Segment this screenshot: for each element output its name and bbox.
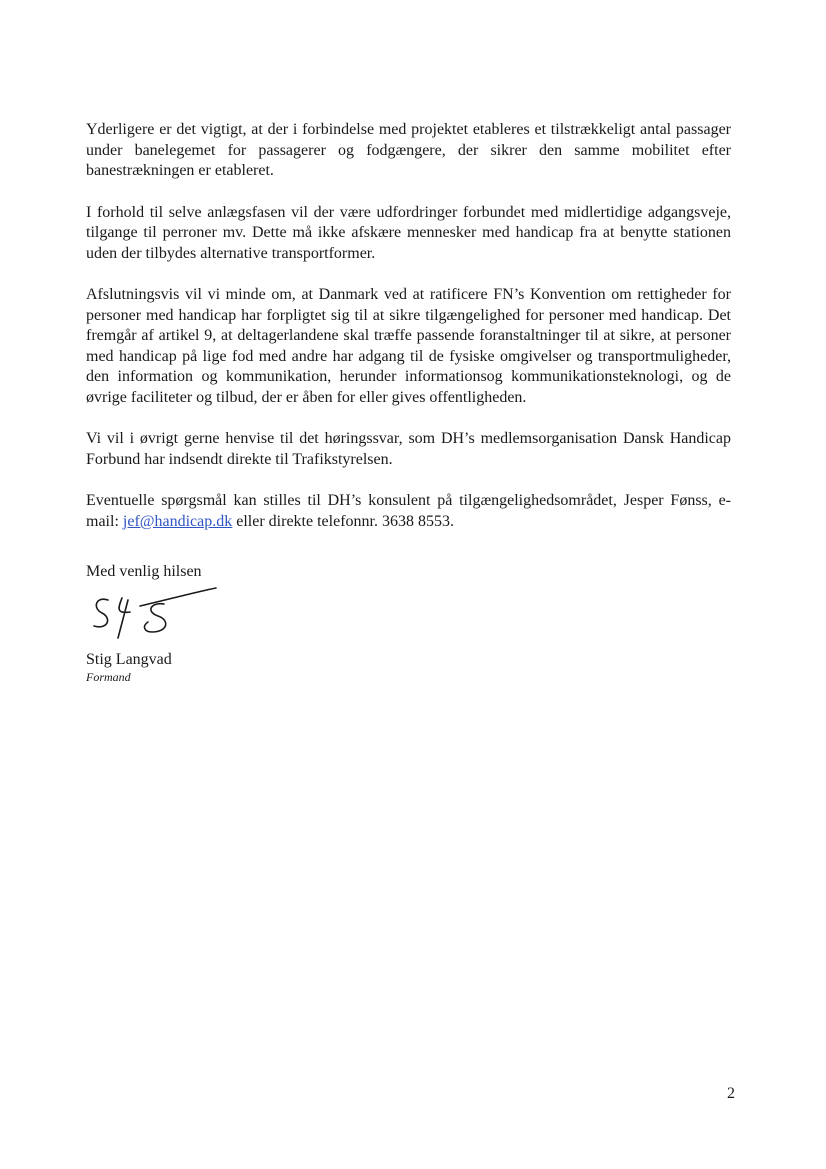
signer-name: Stig Langvad: [86, 651, 172, 668]
signer-title: Formand: [86, 670, 131, 684]
letter-body: [86, 120, 731, 685]
paragraph-hearing-reference: Vi vil i øvrigt gerne henvise til det høringssvar, som DH’s medlemsorganisation Dansk Handicap Forbund har indsendt direkte til Trafikstyrelsen.: [86, 430, 731, 468]
paragraph-contact: [86, 491, 731, 532]
paragraph-un-convention: Afslutningsvis vil vi minde om, at Danmark ved at ratificere FN’s Konvention om rettigheder for personer med handicap har forpligtet sig til at sikre tilgængelighed for personer med handicap. Det fremgår af artikel 9, at deltagerlandene skal træffe passende foranstaltninger til at sikre, at personer med handicap på lige fod med andre har adgang til de fysiske omgivelser og transportmuligheder, den information og kommunikation, herunder informationsog kommunikationsteknologi, og de øvrige faciliteter og tilbud, der er åben for eller gives offentligheden.: [86, 286, 731, 406]
handwritten-signature: [86, 586, 226, 648]
page-number: 2: [727, 1085, 735, 1102]
paragraph-construction-phase: I forhold til selve anlægsfasen vil der være udfordringer forbundet med midlertidige adgangsveje, tilgange til perroner mv. Dette må ikke afskære mennesker med handicap fra at benytte stationen uden der tilbydes alternative transportformer.: [86, 203, 731, 262]
email-link[interactable]: jef@handicap.dk: [122, 512, 233, 530]
contact-text-before: Eventuelle spørgsmål kan stilles til DH’s konsulent på tilgængelighedsområdet, Jesper Fønss, e-mail:: [86, 492, 731, 530]
paragraph-passages: Yderligere er det vigtigt, at der i forbindelse med projektet etableres et tilstrækkeligt antal passager under banelegemet for passagerer og fodgængere, der sikrer den samme mobilitet efter banestrækningen er etableret.: [86, 121, 731, 179]
contact-text-after: eller direkte telefonnr. 3638 8553.: [232, 512, 454, 530]
closing-salutation: Med venlig hilsen: [86, 563, 202, 580]
